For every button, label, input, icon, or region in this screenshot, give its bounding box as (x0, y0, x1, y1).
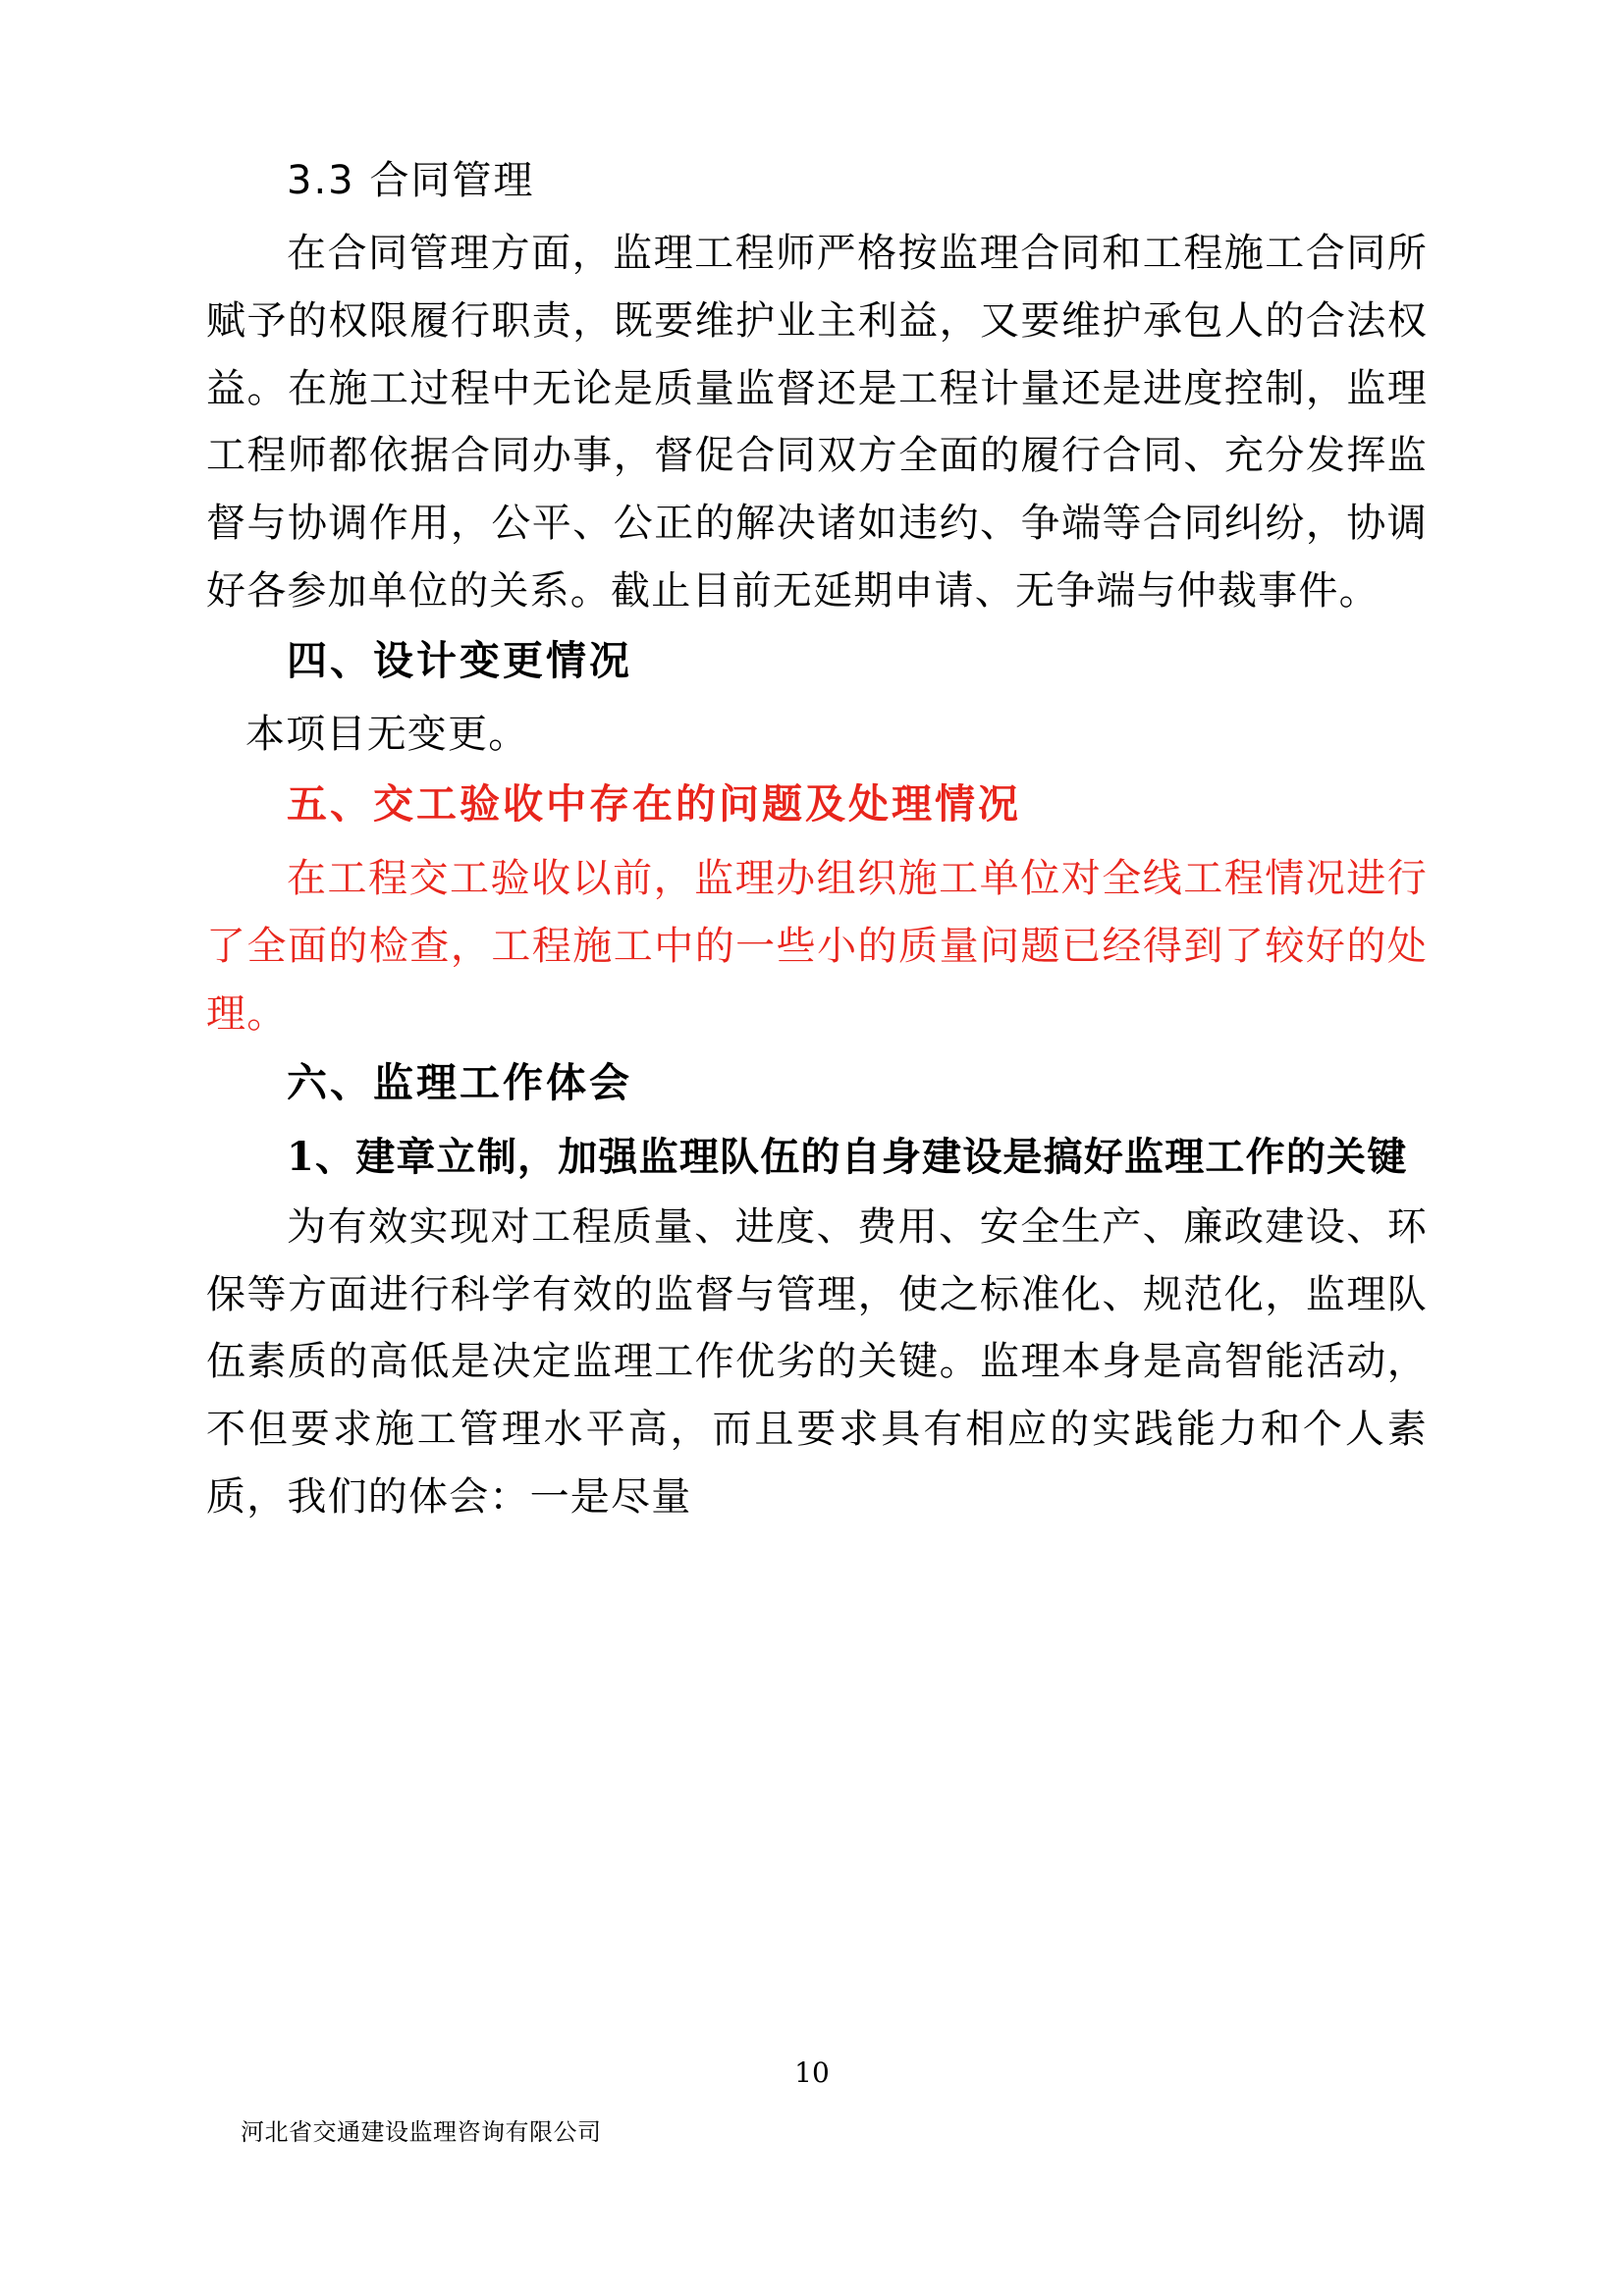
page-number: 10 (794, 2056, 830, 2089)
footer-company-name: 河北省交通建设监理咨询有限公司 (241, 2118, 602, 2146)
section-heading-six-one: 1、建章立制，加强监理队伍的自身建设是搞好监理工作的关键 (287, 1134, 1408, 1181)
section-heading-3-3: 3.3 合同管理 (287, 158, 535, 203)
section-heading-four: 四、设计变更情况 (287, 636, 632, 684)
paragraph-acceptance-issues: 在工程交工验收以前，监理办组织施工单位对全线工程情况进行了全面的检查，工程施工中的一些小的质量问题已经得到了较好的处理。 (206, 855, 1428, 1037)
document-body (206, 147, 1428, 1531)
section-heading-six: 六、监理工作体会 (287, 1059, 632, 1107)
paragraph-contract-management: 在合同管理方面，监理工程师严格按监理合同和工程施工合同所赋予的权限履行职责，既要维护业主利益，又要维护承包人的合法权益。在施工过程中无论是质量监督还是工程计量还是进度控制，监理工程师都依据合同办事，督促合同双方全面的履行合同、充分发挥监督与协调作用，公平、公正的解决诸如违约、争端等合同纠纷，协调好各参加单位的关系。截止目前无延期申请、无争端与仲裁事件。 (206, 231, 1428, 614)
section-heading-five: 五、交工验收中存在的问题及处理情况 (287, 780, 1021, 828)
paragraph-no-design-change: 本项目无变更。 (245, 712, 529, 758)
paragraph-team-building: 为有效实现对工程质量、进度、费用、安全生产、廉政建设、环保等方面进行科学有效的监督与管理，使之标准化、规范化，监理队伍素质的高低是决定监理工作优劣的关键。监理本身是高智能活动，不但要求施工管理水平高，而且要求具有相应的实践能力和个人素质，我们的体会：一是尽量 (206, 1203, 1428, 1521)
